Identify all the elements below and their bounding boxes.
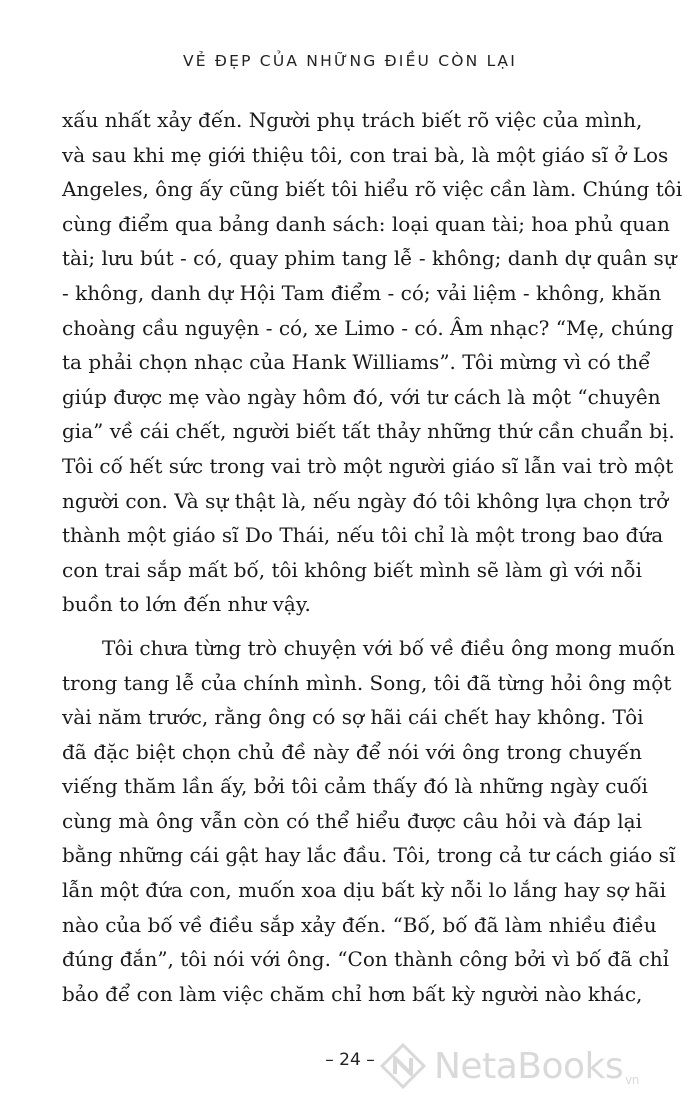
text-line: choàng cầu nguyện - có, xe Limo - có. Âm nhạc? “Mẹ, chúng	[62, 315, 674, 340]
text-line: buồn to lớn đến như vậy.	[62, 592, 311, 617]
text-line: con trai sắp mất bố, tôi không biết mình sẽ làm gì với nỗi	[62, 557, 643, 582]
text-line: bảo để con làm việc chăm chỉ hơn bất kỳ người nào khác,	[62, 981, 643, 1006]
text-line: Tôi chưa từng trò chuyện với bố về điều ông mong muốn	[102, 635, 676, 660]
text-line: cùng mà ông vẫn còn có thể hiểu được câu hỏi và đáp lại	[62, 808, 642, 833]
netabooks-logo-icon	[380, 1043, 426, 1089]
text-line: người con. Và sự thật là, nếu ngày đó tôi không lựa chọn trở	[62, 488, 669, 513]
text-line: thành một giáo sĩ Do Thái, nếu tôi chỉ là một trong bao đứa	[62, 523, 664, 548]
text-line: nào của bố về điều sắp xảy đến. “Bố, bố đã làm nhiều điều	[62, 912, 657, 937]
running-header: VẺ ĐẸP CỦA NHỮNG ĐIỀU CÒN LẠI	[183, 52, 517, 70]
paragraph-continued	[62, 103, 683, 622]
text-line: gia” về cái chết, người biết tất thảy những thứ cần chuẩn bị.	[62, 419, 675, 444]
watermark-brand: NetaBooks	[434, 1045, 624, 1087]
text-line: trong tang lễ của chính mình. Song, tôi đã từng hỏi ông một	[62, 670, 672, 695]
text-line: viếng thăm lần ấy, bởi tôi cảm thấy đó là những ngày cuối	[62, 774, 648, 799]
watermark-text	[434, 1046, 639, 1087]
text-line: vài năm trước, rằng ông có sợ hãi cái chết hay không. Tôi	[62, 705, 644, 730]
text-line: lẫn một đứa con, muốn xoa dịu bất kỳ nỗi lo lắng hay sợ hãi	[62, 878, 667, 903]
watermark	[380, 1043, 639, 1089]
text-line: tài; lưu bút - có, quay phim tang lễ - không; danh dự quân sự	[62, 246, 677, 271]
paragraph	[62, 631, 676, 1012]
text-line: Angeles, ông ấy cũng biết tôi hiểu rõ việc cần làm. Chúng tôi	[62, 177, 683, 202]
text-line: đúng đắn”, tôi nói với ông. “Con thành công bởi vì bố đã chỉ	[62, 947, 669, 972]
text-line: ta phải chọn nhạc của Hank Williams”. Tôi mừng vì có thể	[62, 350, 651, 375]
text-line: - không, danh dự Hội Tam điểm - có; vải liệm - không, khăn	[62, 280, 662, 305]
text-line: xấu nhất xảy đến. Người phụ trách biết rõ việc của mình,	[62, 108, 643, 132]
text-line: cùng điểm qua bảng danh sách: loại quan tài; hoa phủ quan	[62, 211, 670, 236]
text-line: và sau khi mẹ giới thiệu tôi, con trai bà, là một giáo sĩ ở Los	[62, 142, 669, 167]
page-number: – 24 –	[325, 1050, 375, 1070]
body-text	[62, 103, 683, 1011]
text-line: giúp được mẹ vào ngày hôm đó, với tư cách là một “chuyên	[62, 384, 661, 409]
text-line: Tôi cố hết sức trong vai trò một người giáo sĩ lẫn vai trò một	[62, 453, 674, 478]
text-line: đã đặc biệt chọn chủ đề này để nói với ông trong chuyến	[62, 739, 642, 764]
text-line: bằng những cái gật hay lắc đầu. Tôi, trong cả tư cách giáo sĩ	[62, 843, 676, 868]
watermark-suffix: vn	[625, 1072, 639, 1087]
